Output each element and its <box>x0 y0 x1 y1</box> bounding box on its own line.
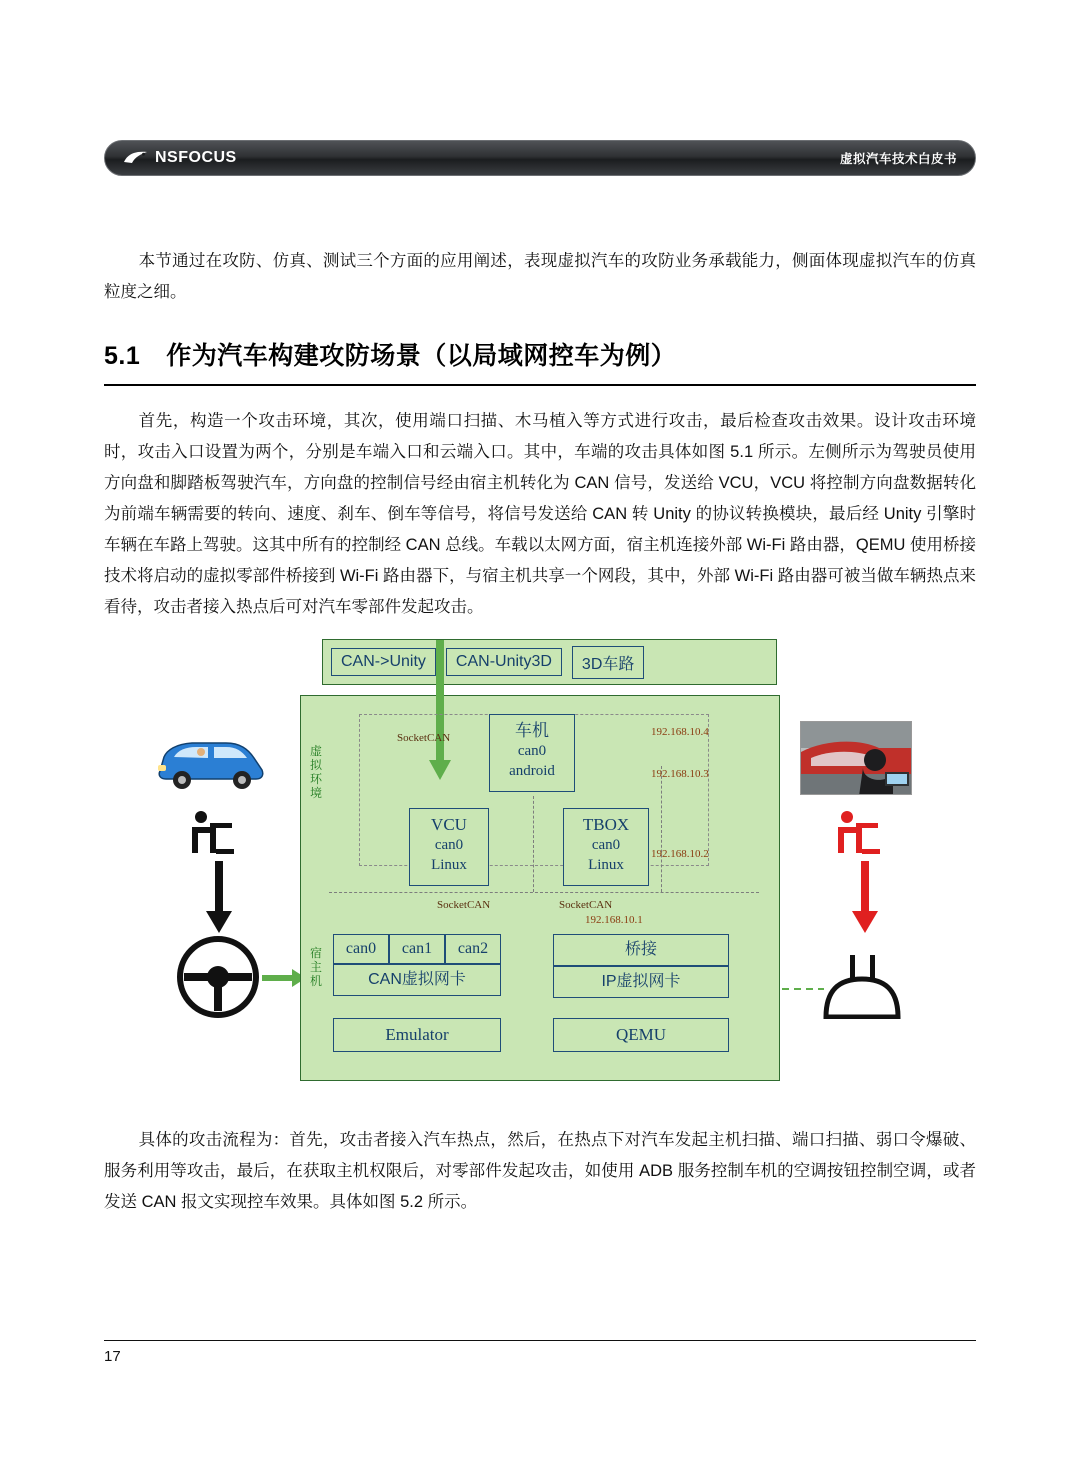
dashed-vline-right <box>661 766 662 892</box>
node-vcu-title: VCU <box>431 815 467 834</box>
top-module-row <box>322 639 777 685</box>
header-title: 虚拟汽车技术白皮书 <box>839 152 957 166</box>
section-divider <box>104 384 976 386</box>
intro-paragraph: 本节通过在攻防、仿真、测试三个方面的应用阐述，表现虚拟汽车的攻防业务承载能力，侧面体现虚拟汽车的仿真粒度之细。 <box>104 252 976 301</box>
driver-seat-icon-left <box>186 809 238 862</box>
dashed-vline-mid <box>533 796 534 892</box>
node-head-unit <box>489 714 575 792</box>
arrow-down-black <box>206 861 232 938</box>
node-bridge: 桥接 <box>553 934 729 966</box>
section-number: 5.1 <box>104 342 141 370</box>
section-title: 作为汽车构建攻防场景（以局域网控车为例） <box>166 342 677 370</box>
node-head-unit-title: 车机 <box>515 721 549 740</box>
node-emulator: Emulator <box>333 1018 501 1052</box>
footer-divider <box>104 1340 976 1341</box>
tag-can-unity3d: CAN-Unity3D <box>446 648 562 676</box>
dashed-link-green <box>782 979 824 997</box>
tag-3d-road: 3D车路 <box>572 646 644 679</box>
page-number: 17 <box>104 1348 121 1365</box>
diagram-main-box <box>300 695 780 1081</box>
ip-label-4: 192.168.10.1 <box>585 914 643 926</box>
logo-text: NSFOCUS <box>155 149 237 166</box>
diagram-core <box>300 639 780 1081</box>
node-tbox-title: TBOX <box>582 815 630 834</box>
dashed-separator <box>329 892 759 893</box>
blue-car-illustration <box>152 725 270 796</box>
node-vcu-os: Linux <box>431 857 467 873</box>
node-tbox-can: can0 <box>591 837 621 853</box>
document-content <box>104 246 976 1218</box>
socketcan-label-1: SocketCAN <box>397 732 451 744</box>
node-vcu-can: can0 <box>434 837 464 853</box>
ip-label-2: 192.168.10.3 <box>651 768 709 780</box>
attacker-photo <box>800 721 912 795</box>
node-can1: can1 <box>389 934 445 964</box>
socketcan-label-2: SocketCAN <box>437 899 491 911</box>
figure-5-1 <box>104 637 976 1107</box>
attacker-seat-icon-right <box>832 809 884 862</box>
paragraph-2: 具体的攻击流程为：首先，攻击者接入汽车热点，然后，在热点下对汽车发起主机扫描、端口扫描、弱口令爆破、服务利用等攻击，最后，在获取主机权限后，对零部件发起攻击，如使用 ADB 服务控制车机的空调按钮控制空调，或者发送 CAN 报文实现控车效果。具体如图 5.2 所示。 <box>104 1131 976 1211</box>
node-head-unit-os: android <box>509 763 555 779</box>
label-virtual-environment: 虚 拟 环 境 <box>309 744 322 800</box>
ip-label-1: 192.168.10.4 <box>651 726 709 738</box>
node-tbox-os: Linux <box>588 857 624 873</box>
brand-logo <box>123 149 237 167</box>
node-vcu <box>409 808 489 886</box>
socketcan-label-3: SocketCAN <box>559 899 613 911</box>
ip-label-3: 192.168.10.2 <box>651 848 709 860</box>
page-header-banner <box>104 140 976 176</box>
nsfocus-logo-icon <box>123 150 149 167</box>
node-can0: can0 <box>333 934 389 964</box>
node-can2: can2 <box>445 934 501 964</box>
section-heading <box>104 336 976 380</box>
node-can-virtual-nic: CAN虚拟网卡 <box>333 964 501 996</box>
wifi-router-icon <box>816 955 908 1024</box>
node-tbox <box>563 808 649 886</box>
tag-can-unity: CAN->Unity <box>331 648 436 676</box>
paragraph-1: 首先，构造一个攻击环境，其次，使用端口扫描、木马植入等方式进行攻击，最后检查攻击效果。设计攻击环境时，攻击入口设置为两个，分别是车端入口和云端入口。其中，车端的攻击具体如图 5.1 所示。左侧所示为驾驶员使用方向盘和脚踏板驾驶汽车，方向盘的控制信号经由宿主机转化为 CAN 信号，发送给 VCU，VCU 将控制方向盘数据转化为前端车辆需要的转向、速度、刹车、倒车等信号，将信号发送给 CAN 转 Unity 的协议转换模块，最后经 Unity 引擎时车辆在车路上驾驶。这其中所有的控制经 CAN 总线。车载以太网方面，宿主机连接外部 Wi-Fi 路由器，QEMU 使用桥接技术将启动的虚拟零部件桥接到 Wi-Fi 路由器下，与宿主机共享一个网段，其中，外部 Wi-Fi 路由器可被当做车辆热点来看待，攻击者接入热点后可对汽车零部件发起攻击。 <box>104 412 976 616</box>
steering-wheel-icon <box>176 935 260 1024</box>
label-host-machine: 宿 主 机 <box>309 946 322 988</box>
node-qemu: QEMU <box>553 1018 729 1052</box>
node-ip-virtual-nic: IP虚拟网卡 <box>553 966 729 998</box>
node-head-unit-can: can0 <box>517 743 547 759</box>
arrow-down-red <box>852 861 878 938</box>
